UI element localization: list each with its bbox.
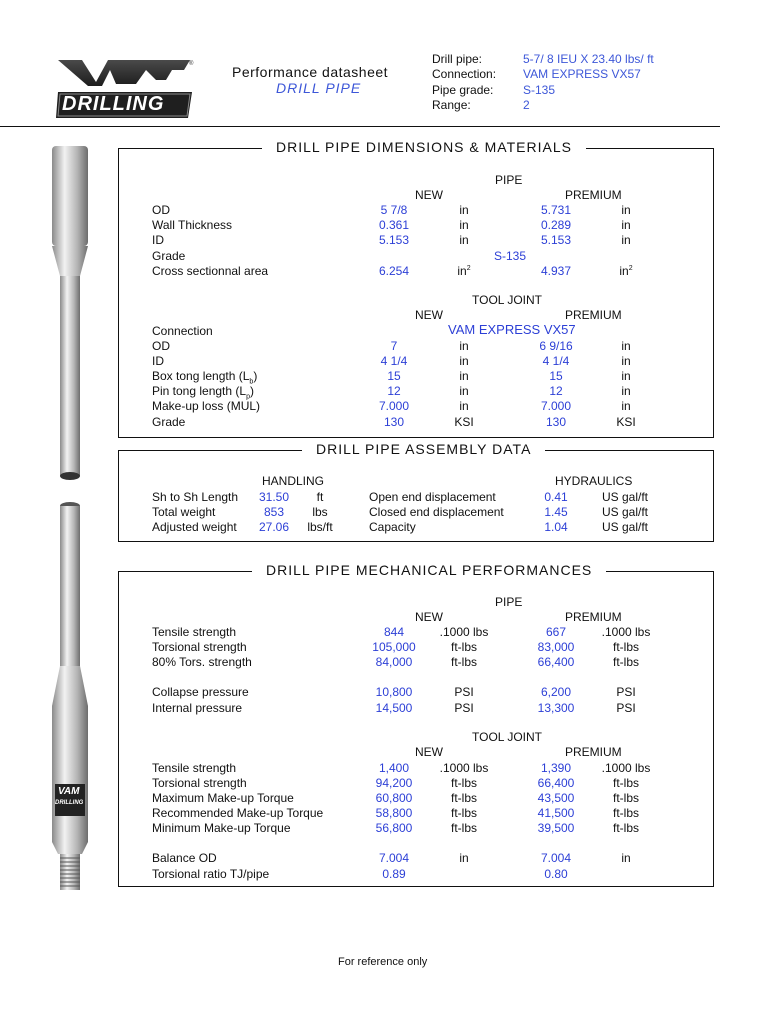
- row-new-value: 14,500: [375, 700, 413, 715]
- handling-value: 31.50: [258, 490, 290, 504]
- handling-unit: lbs: [312, 505, 328, 520]
- row-premium-unit: .1000 lbs: [601, 625, 651, 639]
- row-premium-value: 83,000: [537, 640, 575, 655]
- row-premium-unit: in: [621, 233, 631, 248]
- row-label: Internal pressure: [152, 700, 243, 715]
- row-new-value: 10,800: [375, 685, 413, 699]
- title-rule: [545, 450, 594, 452]
- datasheet-title: Performance datasheet: [232, 64, 389, 80]
- row-label: Box tong length $(L_b)$: [152, 369, 258, 386]
- handling-unit: ft: [316, 490, 324, 504]
- row-label: OD: [152, 339, 170, 353]
- title-rule: [258, 450, 302, 452]
- row-premium-value: 6 9/16: [539, 339, 573, 353]
- row-new-value: 6.254: [378, 263, 410, 278]
- row-label: Grade: [152, 414, 186, 429]
- hydraulics-value: 1.45: [544, 505, 568, 520]
- dim-new-heading: NEW: [415, 188, 443, 202]
- row-premium-unit: in: [621, 384, 631, 399]
- row-premium-value: 5.153: [540, 233, 572, 248]
- row-new-unit: KSI: [454, 414, 474, 429]
- row-new-unit: ft-lbs: [450, 776, 478, 791]
- hydraulics-heading: HYDRAULICS: [555, 474, 633, 488]
- row-new-unit: in: [459, 399, 469, 414]
- row-premium-value: 5.731: [540, 203, 572, 217]
- mech-tj-heading: TOOL JOINT: [472, 730, 543, 744]
- row-premium-unit: ft-lbs: [612, 640, 640, 655]
- handling-label: Total weight: [152, 505, 216, 520]
- info-value: S-135: [523, 82, 556, 97]
- row-premium-unit: ft-lbs: [612, 791, 640, 806]
- row-label: Tensile strength: [152, 761, 237, 775]
- row-premium-value: 6,200: [540, 685, 572, 699]
- row-new-unit: in: [459, 354, 469, 369]
- row-label: Minimum Make-up Torque: [152, 821, 291, 836]
- mech-tj-premium-heading: PREMIUM: [565, 745, 622, 759]
- logo-bottom-text: DRILLING: [62, 93, 165, 115]
- row-new-value: 7.000: [378, 399, 410, 414]
- row-premium-value: 12: [549, 384, 563, 399]
- mech-new-heading: NEW: [415, 610, 443, 624]
- assembly-title: DRILL PIPE ASSEMBLY DATA: [302, 441, 545, 457]
- row-label: Grade: [152, 248, 186, 263]
- handling-value: 27.06: [258, 520, 290, 535]
- hydraulics-value: 0.41: [544, 490, 568, 504]
- dim-tj-premium-heading: PREMIUM: [565, 308, 622, 322]
- info-value: 5-7/ 8 IEU X 23.40 lbs/ ft: [523, 52, 654, 66]
- row-label: Collapse pressure: [152, 685, 249, 699]
- row-label: OD: [152, 203, 170, 217]
- hydraulics-unit: US gal/ft: [602, 505, 649, 520]
- row-premium-value: 13,300: [537, 700, 575, 715]
- row-new-value: 12: [387, 384, 401, 399]
- pipe-logo-bottom: DRILLING: [55, 800, 84, 806]
- mech-pipe-heading: PIPE: [495, 595, 523, 609]
- row-new-unit: in: [459, 339, 469, 353]
- row-premium-unit: in: [621, 851, 631, 865]
- handling-heading: HANDLING: [262, 474, 325, 488]
- row-premium-value: 7.004: [540, 851, 572, 865]
- info-label: Drill pipe:: [432, 52, 483, 66]
- row-label: Torsional strength: [152, 640, 247, 655]
- row-new-value: 94,200: [375, 776, 413, 791]
- row-label: Balance OD: [152, 851, 217, 865]
- row-premium-unit: .1000 lbs: [601, 761, 651, 775]
- row-premium-unit: in: [621, 354, 631, 369]
- row-premium-unit: in: [621, 399, 631, 414]
- row-premium-unit: in: [621, 203, 631, 217]
- row-label: Recommended Make-up Torque: [152, 806, 324, 821]
- superscript: 2: [466, 264, 471, 272]
- svg-text:®: ®: [189, 61, 194, 67]
- row-new-value: 7.004: [378, 851, 410, 865]
- row-new-value: 130: [383, 414, 405, 429]
- handling-label: Adjusted weight: [152, 520, 237, 535]
- handling-value: 853: [263, 505, 285, 520]
- mech-tj-new-heading: NEW: [415, 745, 443, 759]
- header-divider: [0, 126, 720, 127]
- row-new-unit: in: [459, 233, 469, 248]
- row-label: Torsional strength: [152, 776, 247, 791]
- row-premium-value: 0.80: [544, 866, 568, 881]
- row-premium-unit: ft-lbs: [612, 776, 640, 791]
- info-value: VAM EXPRESS VX57: [523, 67, 641, 82]
- handling-label: Sh to Sh Length: [152, 490, 239, 504]
- hydraulics-unit: US gal/ft: [602, 490, 649, 504]
- row-new-value: 5.153: [378, 233, 410, 248]
- row-new-value: 4 1/4: [380, 354, 408, 369]
- row-premium-unit: ft-lbs: [612, 821, 640, 836]
- row-premium-value: 66,400: [537, 655, 575, 670]
- row-new-value: 105,000: [372, 640, 416, 655]
- row-premium-unit: ft-lbs: [612, 806, 640, 821]
- row-premium-unit: PSI: [616, 685, 636, 699]
- row-new-value: 15: [387, 369, 401, 384]
- row-premium-unit: $in^2$: [619, 263, 633, 278]
- row-premium-value: 7.000: [540, 399, 572, 414]
- subscript: p: [246, 393, 250, 401]
- row-new-unit: ft-lbs: [450, 655, 478, 670]
- dimensions-title: DRILL PIPE DIMENSIONS & MATERIALS: [262, 139, 586, 155]
- superscript: 2: [628, 264, 633, 272]
- datasheet-subtitle: DRILL PIPE: [276, 80, 362, 96]
- info-label: Pipe grade:: [432, 82, 494, 97]
- row-label: ID: [152, 233, 164, 248]
- row-label: 80% Tors. strength: [152, 655, 252, 670]
- row-premium-unit: ft-lbs: [612, 655, 640, 670]
- row-new-value: 84,000: [375, 655, 413, 670]
- row-new-unit: in: [459, 851, 469, 865]
- row-premium-unit: in: [621, 369, 631, 384]
- row-premium-value: 1,390: [540, 761, 572, 775]
- hydraulics-label: Closed end displacement: [369, 505, 504, 520]
- row-label: ID: [152, 354, 164, 369]
- row-new-unit: ft-lbs: [450, 806, 478, 821]
- row-premium-value: 43,500: [537, 791, 575, 806]
- subscript: b: [249, 378, 254, 386]
- row-label: Maximum Make-up Torque: [152, 791, 294, 806]
- row-premium-unit: KSI: [616, 414, 636, 429]
- row-new-unit: .1000 lbs: [439, 625, 489, 639]
- vam-drilling-logo: [56, 56, 196, 122]
- row-new-value: 7: [390, 339, 398, 353]
- row-premium-value: 15: [549, 369, 563, 384]
- drill-pipe-illustration: [40, 146, 100, 896]
- row-new-unit: $in^2$: [457, 263, 471, 278]
- row-center-value: S-135: [493, 248, 527, 263]
- dim-pipe-heading: PIPE: [495, 173, 523, 187]
- row-premium-value: 39,500: [537, 821, 575, 836]
- row-premium-value: 4.937: [540, 263, 572, 278]
- row-premium-unit: PSI: [616, 700, 636, 715]
- row-premium-value: 0.289: [540, 218, 572, 233]
- row-premium-value: 667: [545, 625, 567, 639]
- row-new-value: 58,800: [375, 806, 413, 821]
- row-label: Tensile strength: [152, 625, 237, 639]
- connection-value: VAM EXPRESS VX57: [448, 322, 576, 337]
- info-label: Connection:: [432, 67, 497, 82]
- row-new-value: 0.361: [378, 218, 410, 233]
- mech-premium-heading: PREMIUM: [565, 610, 622, 624]
- row-new-unit: in: [459, 384, 469, 399]
- row-label: Wall Thickness: [152, 218, 233, 233]
- row-new-value: 5 7/8: [380, 203, 408, 217]
- pipe-logo-top: VAM: [58, 786, 80, 797]
- row-new-unit: ft-lbs: [450, 821, 478, 836]
- row-label: Torsional ratio TJ/pipe: [152, 866, 270, 881]
- title-rule: [258, 148, 262, 150]
- row-new-value: 60,800: [375, 791, 413, 806]
- row-new-unit: in: [459, 369, 469, 384]
- dim-tj-new-heading: NEW: [415, 308, 443, 322]
- row-premium-unit: in: [621, 218, 631, 233]
- row-new-value: 1,400: [378, 761, 410, 775]
- row-premium-value: 130: [545, 414, 567, 429]
- mechanical-title: DRILL PIPE MECHANICAL PERFORMANCES: [252, 562, 606, 578]
- row-premium-unit: in: [621, 339, 631, 353]
- footer-note: For reference only: [338, 956, 428, 968]
- hydraulics-label: Capacity: [369, 520, 416, 535]
- row-premium-value: 4 1/4: [542, 354, 570, 369]
- row-new-value: 56,800: [375, 821, 413, 836]
- row-new-unit: ft-lbs: [450, 791, 478, 806]
- row-premium-value: 41,500: [537, 806, 575, 821]
- row-new-unit: ft-lbs: [450, 640, 478, 655]
- row-label: Pin tong length $(L_p)$: [152, 384, 254, 401]
- row-new-unit: .1000 lbs: [439, 761, 489, 775]
- row-new-value: 0.89: [382, 866, 406, 881]
- hydraulics-unit: US gal/ft: [602, 520, 649, 535]
- row-new-unit: PSI: [454, 700, 474, 715]
- row-label: Cross sectionnal area: [152, 263, 269, 278]
- info-value: 2: [523, 97, 530, 112]
- dim-tj-heading: TOOL JOINT: [472, 293, 543, 307]
- row-premium-value: 66,400: [537, 776, 575, 791]
- title-rule: [586, 148, 594, 150]
- row-new-unit: in: [459, 218, 469, 233]
- row-new-value: 844: [383, 625, 405, 639]
- hydraulics-label: Open end displacement: [369, 490, 496, 504]
- row-new-unit: PSI: [454, 685, 474, 699]
- handling-unit: lbs/ft: [307, 520, 333, 535]
- row-label: Make-up loss (MUL): [152, 399, 261, 414]
- dim-premium-heading: PREMIUM: [565, 188, 622, 202]
- hydraulics-value: 1.04: [544, 520, 568, 535]
- info-label: Range:: [432, 97, 471, 112]
- row-new-unit: in: [459, 203, 469, 217]
- connection-label: Connection: [152, 324, 213, 338]
